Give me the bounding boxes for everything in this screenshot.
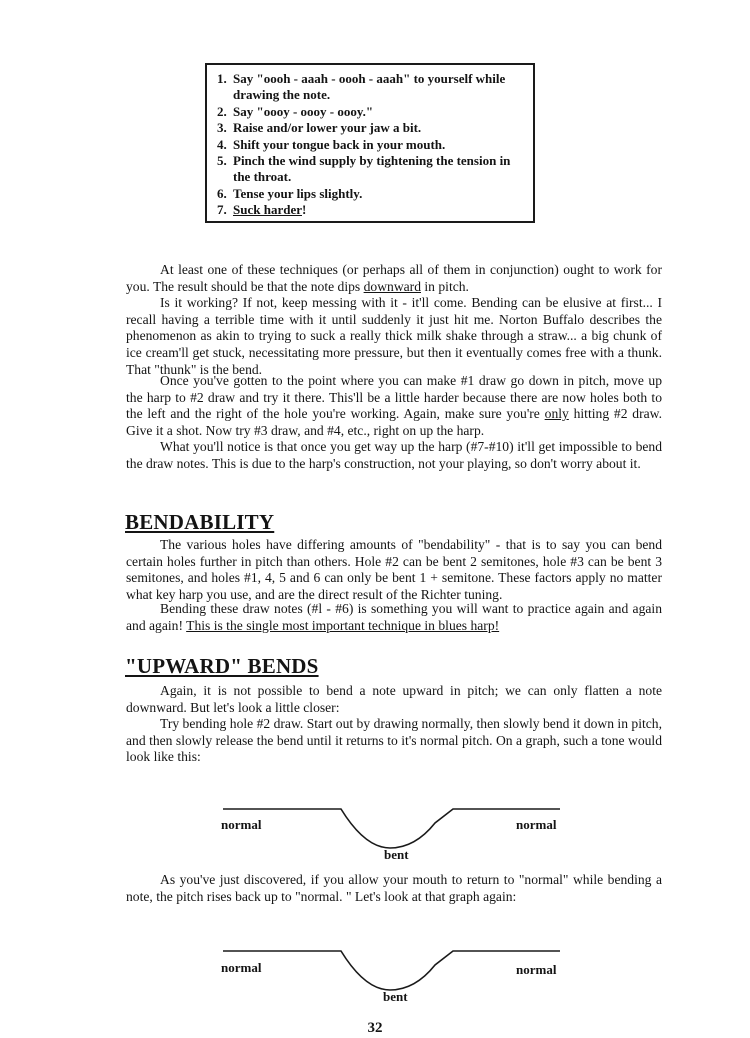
pitch-graph-2 bbox=[215, 942, 575, 1012]
intro-p1-text: At least one of these techniques (or perhaps all of them in conjunction) ought to work for you. The result should be that the note dips bbox=[126, 262, 662, 294]
bendability-p1-text: The various holes have differing amounts of "bendability" - that is to say you can bend certain holes further in pitch than others. Hole #2 can be bent 2 semitones, hole #3 can be bent 3 semitones, and holes #1, 4, 5 and 6 can only be bent 1 + semitone. These factors apply no matter what key harp you use, and are the direct result of the Richter tuning. bbox=[126, 537, 662, 603]
tip-number: 6. bbox=[217, 185, 227, 201]
tip-text: Say "oooh - aaah - oooh - aaah" to yourself while drawing the note. bbox=[233, 71, 506, 103]
bendability-paragraph-1 bbox=[126, 537, 662, 604]
upward-paragraph-1 bbox=[126, 683, 662, 716]
pitch-graph-1 bbox=[215, 800, 575, 870]
list-item bbox=[217, 137, 527, 153]
upward-p3-text: As you've just discovered, if you allow your mouth to return to "normal" while bending a note, the pitch rises back up to "normal. " Let's look at that graph again: bbox=[126, 872, 662, 904]
intro-paragraph-3 bbox=[126, 373, 662, 440]
intro-p1-underlined: downward bbox=[363, 278, 421, 294]
graph-right-label: normal bbox=[516, 962, 557, 977]
intro-p3-text: Once you've gotten to the point where you can make #1 draw go down in pitch, move up the harp to #2 draw and try it there. This'll be a little harder because there are now holes both to the left and the right of the hole you're working. Again, make sure you're bbox=[126, 373, 662, 422]
tip-text bbox=[233, 202, 306, 218]
graph-left-label: normal bbox=[221, 817, 262, 832]
list-item bbox=[217, 120, 527, 136]
intro-p3-end: hitting #2 draw. Give it a shot. Now try #3 draw, and #4, etc., right on up the harp. bbox=[126, 406, 662, 439]
list-item bbox=[217, 202, 527, 218]
tip-suffix: ! bbox=[301, 202, 307, 218]
list-item bbox=[217, 153, 527, 186]
graph-bottom-label: bent bbox=[384, 847, 409, 862]
bendability-heading: BENDABILITY bbox=[125, 510, 275, 534]
tip-number: 3. bbox=[217, 120, 227, 136]
graph-right-label: normal bbox=[516, 817, 557, 832]
tip-number: 2. bbox=[217, 103, 227, 119]
intro-paragraph-2 bbox=[126, 295, 662, 379]
tip-text: Say "oooy - oooy - oooy." bbox=[233, 103, 374, 119]
tips-box bbox=[205, 63, 535, 223]
tips-list bbox=[217, 71, 527, 219]
tip-number: 4. bbox=[217, 136, 227, 152]
intro-p1-end: in pitch. bbox=[421, 278, 469, 294]
tip-text: Raise and/or lower your jaw a bit. bbox=[233, 120, 422, 136]
tip-text: Tense your lips slightly. bbox=[233, 185, 363, 201]
tip-number: 7. bbox=[217, 202, 227, 218]
graph-bottom-label: bent bbox=[383, 989, 408, 1004]
intro-p2-text: Is it working? If not, keep messing with it - it'll come. Bending can be elusive at first... I recall having a terrible time with it until suddenly it just hit me. Norton Buffalo describes the phenomenon as akin to trying to suck a really thick milk shake through a straw... a big chunk of ice cream'll get stuck, necessitating more pressure, but then it eventually comes free with a thunk. That "thunk" is the bend. bbox=[126, 295, 662, 377]
list-item bbox=[217, 186, 527, 202]
bendability-p2-underlined: This is the single most important technique in blues harp! bbox=[186, 617, 500, 633]
upward-paragraph-2 bbox=[126, 716, 662, 766]
tip-text: Shift your tongue back in your mouth. bbox=[233, 136, 446, 152]
tip-underlined-text: Suck harder bbox=[233, 202, 302, 218]
intro-paragraph-1 bbox=[126, 262, 662, 295]
upward-paragraph-3 bbox=[126, 872, 662, 905]
tip-text: Pinch the wind supply by tightening the tension in the throat. bbox=[233, 153, 511, 185]
bendability-p2-text: Bending these draw notes (#l - #6) is something you will want to practice again and again and again! bbox=[126, 601, 662, 633]
intro-p4-text: What you'll notice is that once you get way up the harp (#7-#10) it'll get impossible to bend the draw notes. This is due to the harp's construction, not your playing, so don't worry about it. bbox=[126, 439, 662, 471]
bendability-paragraph-2 bbox=[126, 601, 662, 634]
list-item bbox=[217, 71, 527, 104]
intro-paragraph-4 bbox=[126, 439, 662, 472]
list-item bbox=[217, 104, 527, 120]
tip-number: 5. bbox=[217, 153, 227, 169]
tip-number: 1. bbox=[217, 71, 227, 86]
page-number: 32 bbox=[367, 1020, 383, 1036]
intro-p3-underlined: only bbox=[544, 406, 569, 422]
upward-p1-text: Again, it is not possible to bend a note upward in pitch; we can only flatten a note downward. But let's look a little closer: bbox=[126, 683, 662, 715]
upward-p2-text: Try bending hole #2 draw. Start out by drawing normally, then slowly bend it down in pitch, and then slowly release the bend until it returns to it's normal pitch. On a graph, such a tone would look like this: bbox=[126, 716, 662, 765]
upward-bends-heading: "UPWARD" BENDS bbox=[125, 654, 319, 678]
graph-left-label: normal bbox=[221, 960, 262, 975]
